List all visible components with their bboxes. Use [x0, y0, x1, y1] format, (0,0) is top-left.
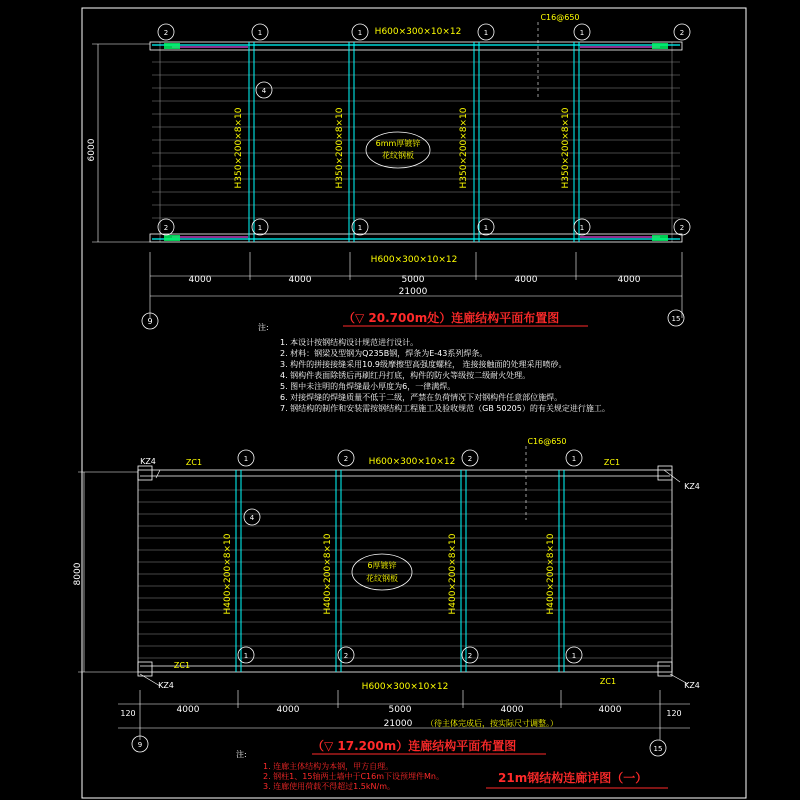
bottom-kz-bottom-right: KZ4 [684, 681, 700, 690]
bottom-deck-lines [138, 490, 672, 658]
note-item-7: 7. 钢结构的制作和安装需按钢结构工程施工及验收规范（GB 50205）的有关规定进行施工。 [280, 404, 610, 413]
bottom-span-4: 4000 [500, 705, 524, 715]
top-axis-bubble-9: 9 [147, 317, 153, 326]
top-span-5: 4000 [617, 275, 641, 285]
bottom-total-note: （待主体完成后，按实际尺寸调整。） [426, 719, 558, 728]
top-bubble-s4: 1 [483, 224, 489, 232]
bottom-span-2: 4000 [276, 705, 300, 715]
bottom-plan-top-beam-label: H600×300×10×12 [368, 457, 456, 467]
top-plan-deck-label-1: 6mm厚镀锌 [375, 139, 421, 148]
bottom-plan-title: （▽ 17.200m）连廊结构平面布置图 [312, 739, 517, 753]
bottom-span-5: 4000 [598, 705, 622, 715]
bottom-bubble-n4: 1 [571, 455, 577, 463]
bottom-axis-bubble-15: 15 [653, 745, 663, 753]
top-bubble-s6: 2 [679, 224, 685, 232]
top-bubble-n1: 2 [163, 29, 169, 37]
bottom-plan-deck-label-2: 花纹钢板 [366, 574, 398, 583]
bottom-bubble-s1: 1 [243, 652, 249, 660]
sheet-title: 21m钢结构连廊详图（一） [498, 771, 648, 785]
top-edge-beam-south [150, 234, 682, 242]
bottom-zc-bottom-left: ZC1 [173, 661, 191, 670]
top-bubble-s5: 1 [579, 224, 585, 232]
bottom-bubble-n2: 2 [343, 455, 349, 463]
top-bubble-s2: 1 [257, 224, 263, 232]
top-bubble-s3: 1 [357, 224, 363, 232]
top-span-3: 5000 [401, 275, 425, 285]
bottom-bubble-s2: 2 [343, 652, 349, 660]
bottom-kz-top-right: KZ4 [684, 482, 700, 491]
bottom-kz-bottom-left: KZ4 [158, 681, 174, 690]
bottom-note-3: 3. 连廊使用荷载不得超过1.5kN/m。 [263, 782, 396, 791]
bottom-zc-bottom-right: ZC1 [599, 677, 617, 686]
bottom-bubble-s4: 1 [571, 652, 577, 660]
bottom-zc-top-left: ZC1 [185, 458, 203, 467]
bottom-span-1: 4000 [176, 705, 200, 715]
bottom-plan-deck-label-1: 6厚镀锌 [367, 561, 397, 570]
bottom-cross-beam-label-2: H400×200×8×10 [323, 533, 333, 615]
bottom-plate-bubble: 4 [249, 514, 255, 522]
bottom-kz-top-left: KZ4 [140, 457, 156, 466]
top-span-2: 4000 [288, 275, 312, 285]
top-plate-bubble: 4 [261, 87, 267, 95]
bottom-cross-beams [236, 470, 564, 672]
top-width-dim: 6000 [87, 138, 97, 162]
top-plan-rebar-label: C16@650 [540, 13, 580, 22]
bottom-left-offset: 120 [120, 709, 136, 718]
bottom-cross-beam-label-3: H400×200×8×10 [448, 533, 458, 615]
top-plan-top-beam-label: H600×300×10×12 [374, 27, 462, 37]
note-item-3: 3. 构件的拼接接缝采用10.9级摩擦型高强度螺栓， 连接接触面的处理采用喷砂。 [280, 360, 567, 369]
top-bubble-s1: 2 [163, 224, 169, 232]
bottom-notes-heading: 注: [236, 750, 247, 759]
top-deck-callout [366, 132, 430, 168]
bottom-cross-beam-label-1: H400×200×8×10 [223, 533, 233, 615]
top-plan-title: （▽ 20.700m处）连廊结构平面布置图 [343, 311, 560, 325]
bottom-plan-rebar-label: C16@650 [527, 437, 567, 446]
top-bubble-n4: 1 [483, 29, 489, 37]
notes-heading: 注: [258, 323, 269, 332]
note-item-4: 4. 钢构件表面除锈后再刷红丹打底，构件的防火等级按二级耐火处理。 [280, 371, 531, 380]
top-cross-beam-label-2: H350×200×8×10 [335, 107, 345, 189]
bottom-note-1: 1. 连廊主体结构为本钢，甲方自理。 [263, 762, 394, 771]
bottom-axis-bubble-9: 9 [137, 741, 143, 749]
bottom-zc-top-right: ZC1 [603, 458, 621, 467]
bottom-span-3: 5000 [388, 705, 412, 715]
bottom-outline [138, 470, 672, 672]
top-plan [92, 22, 690, 329]
bottom-cross-beam-label-4: H400×200×8×10 [546, 533, 556, 615]
top-cross-beam-label-4: H350×200×8×10 [561, 107, 571, 189]
bottom-width-dim: 8000 [73, 562, 83, 586]
top-total-dim: 21000 [398, 287, 428, 297]
top-bubble-n3: 1 [357, 29, 363, 37]
top-bubble-n5: 1 [579, 29, 585, 37]
bottom-right-offset: 120 [666, 709, 682, 718]
top-span-1: 4000 [188, 275, 212, 285]
bottom-bubble-n1: 1 [243, 455, 249, 463]
note-item-2: 2. 材料：钢梁及型钢为Q235B钢，焊条为E-43系列焊条。 [280, 349, 488, 358]
top-bubble-n2: 1 [257, 29, 263, 37]
top-bubble-n6: 2 [679, 29, 685, 37]
top-cross-beam-label-1: H350×200×8×10 [234, 107, 244, 189]
bottom-bubble-s3: 2 [467, 652, 473, 660]
bottom-note-2: 2. 钢柱1、15轴两土墙中于C16m下设预埋件Mn。 [263, 772, 444, 781]
top-plan-deck-label-2: 花纹钢板 [382, 151, 414, 160]
top-edge-beam-north [150, 42, 682, 50]
note-item-6: 6. 对接焊缝的焊缝质量不低于二级，严禁在负荷情况下对钢构件任意部位施焊。 [280, 393, 563, 402]
bottom-deck-callout [352, 554, 412, 590]
top-cross-beam-label-3: H350×200×8×10 [459, 107, 469, 189]
top-span-4: 4000 [514, 275, 538, 285]
bottom-total-dim: 21000 [383, 719, 413, 729]
top-plan-bottom-beam-label: H600×300×10×12 [370, 255, 458, 265]
note-item-1: 1. 本设计按钢结构设计规范进行设计。 [280, 338, 419, 347]
bottom-bubble-n3: 2 [467, 455, 473, 463]
note-item-5: 5. 图中未注明的角焊缝最小厚度为6，一律满焊。 [280, 382, 456, 391]
bottom-plan-bottom-beam-label: H600×300×10×12 [361, 682, 449, 692]
top-axis-bubble-15: 15 [671, 315, 681, 323]
top-dimensions [92, 22, 685, 318]
